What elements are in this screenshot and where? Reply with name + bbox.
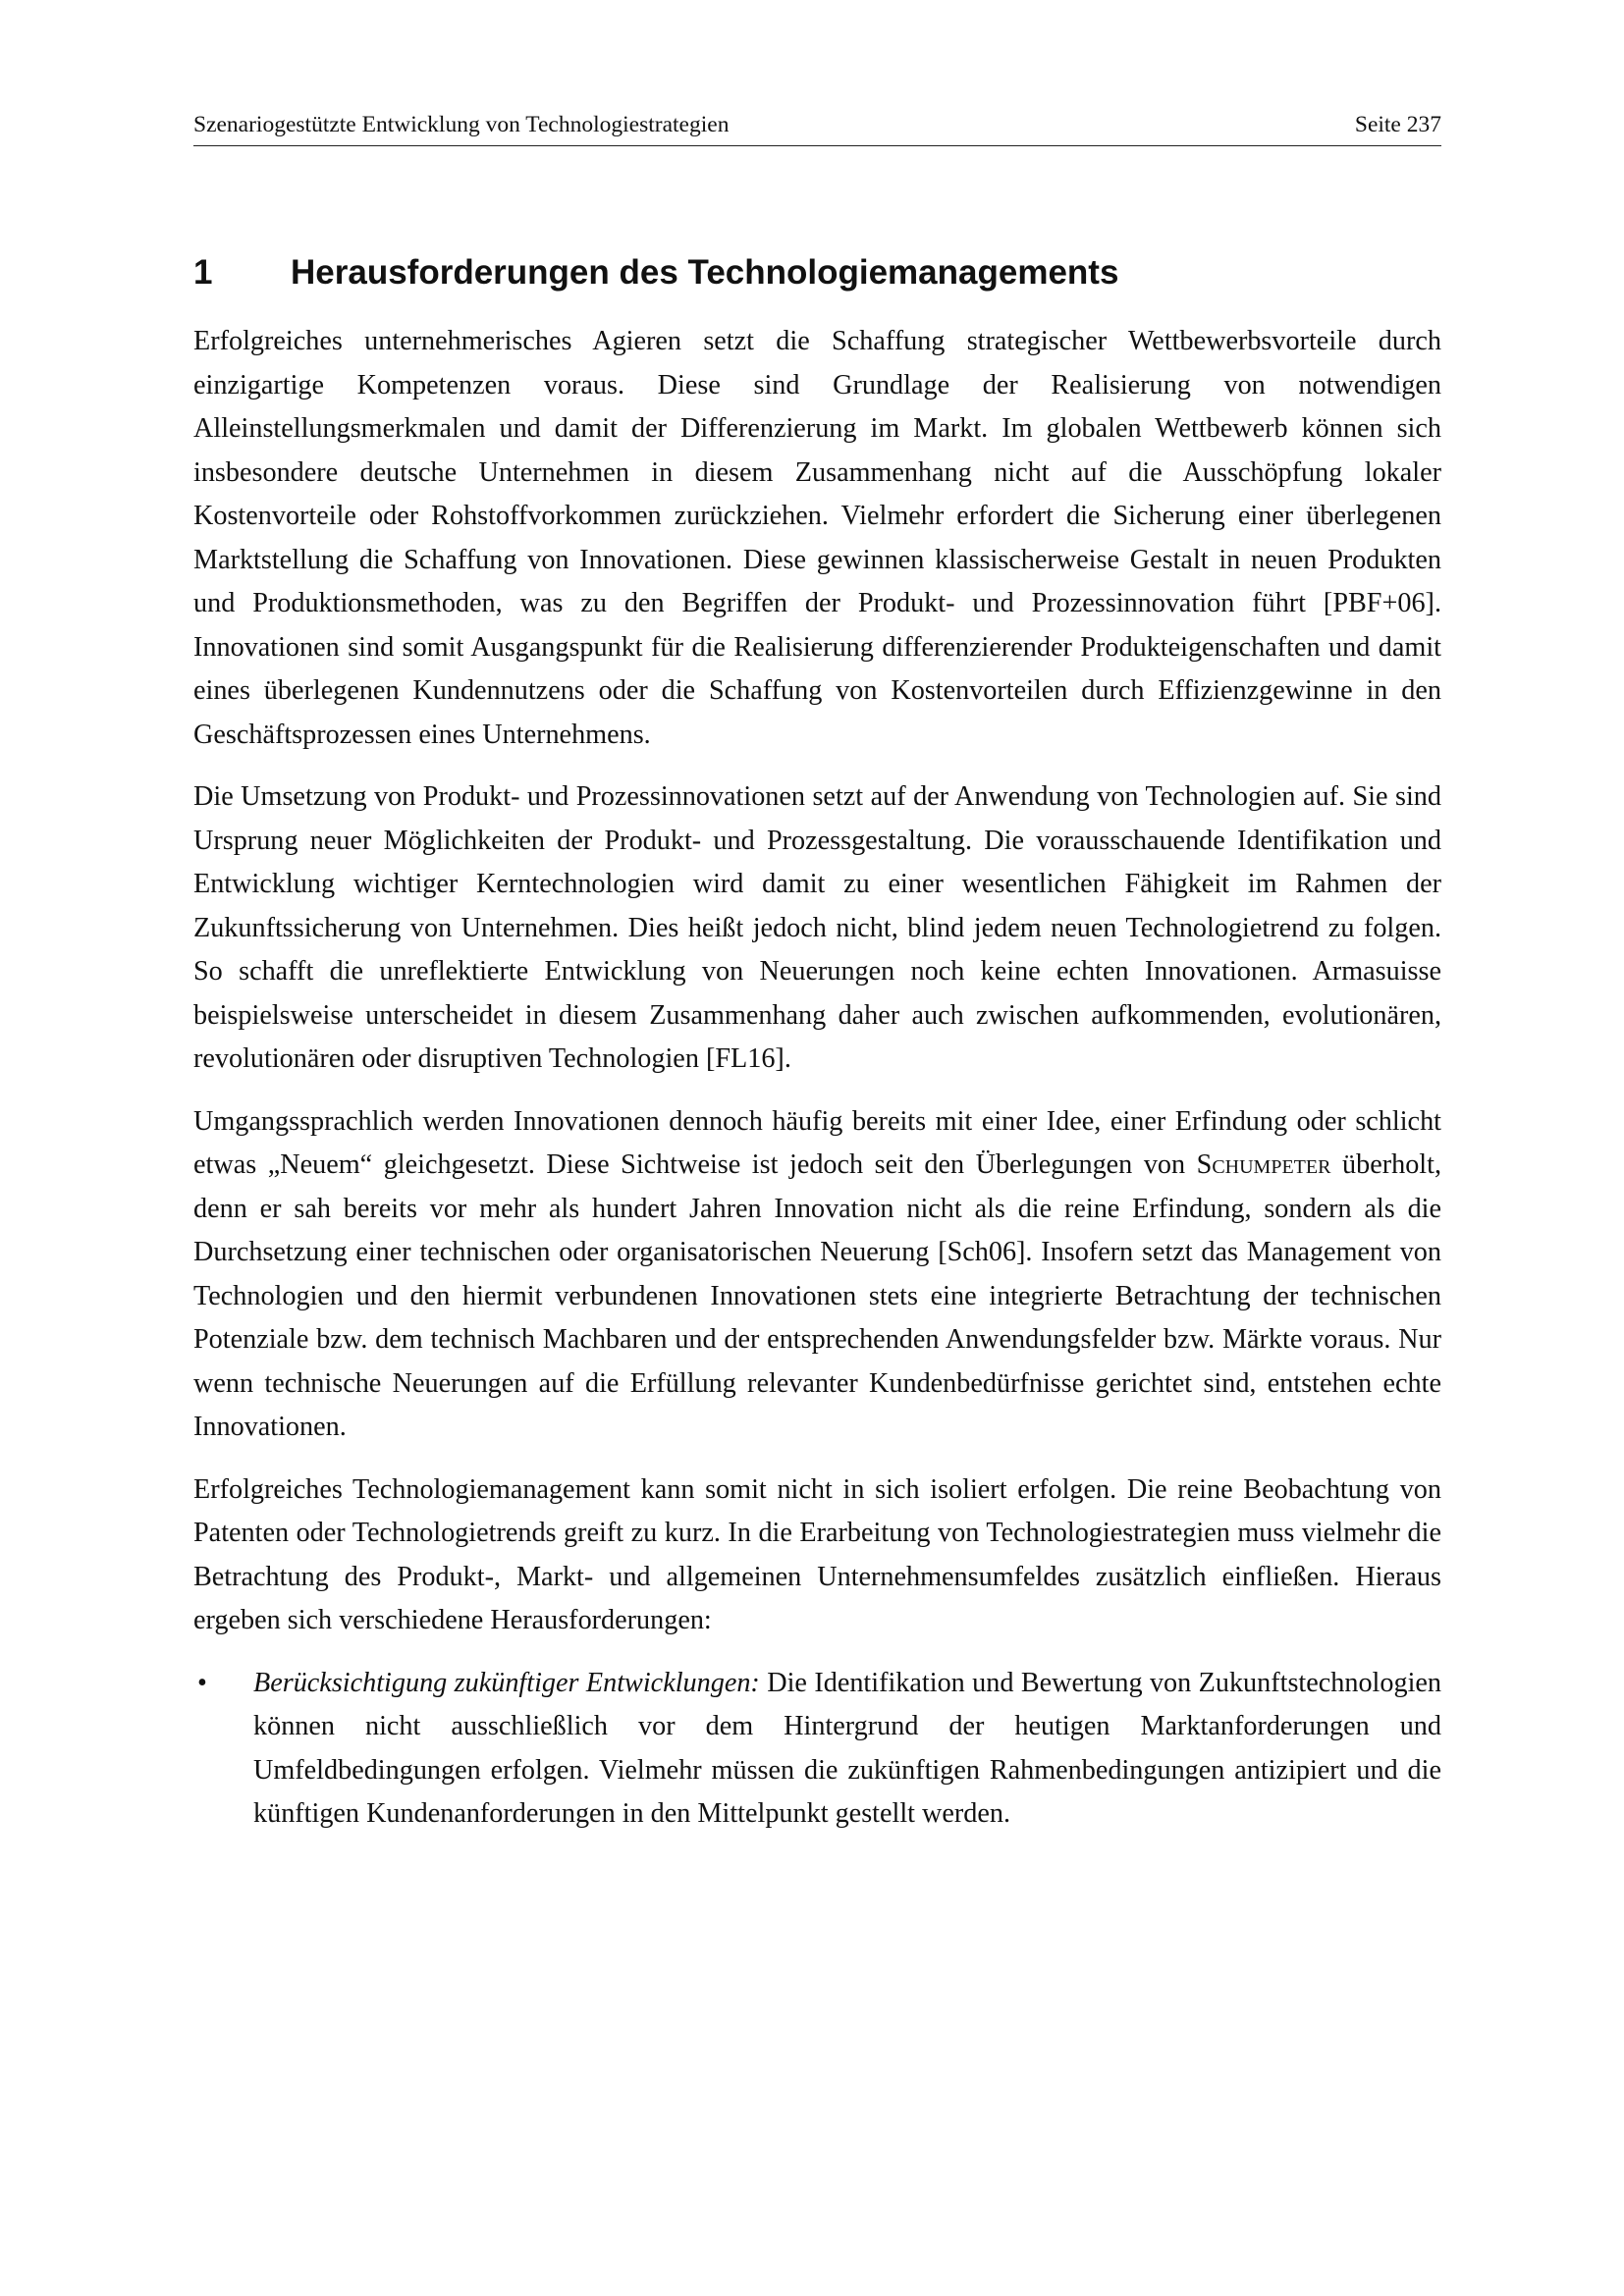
- running-title: Szenariogestützte Entwicklung von Technologiestrategien: [193, 112, 730, 137]
- page-number: Seite 237: [1354, 112, 1441, 137]
- section-title: Herausforderungen des Technologiemanagements: [291, 253, 1119, 292]
- author-name-schumpeter: Schumpeter: [1196, 1149, 1331, 1180]
- paragraph-2: Die Umsetzung von Produkt- und Prozessinnovationen setzt auf der Anwendung von Technologien auf. Sie sind Ursprung neuer Möglichkeiten der Produkt- und Prozessgestaltung. Die vorausschauende Identifikation und Entwicklung wichtiger Kerntechnologien wird damit zu einer wesentlichen Fähigkeit im Rahmen der Zukunftssicherung von Unternehmen. Dies heißt jedoch nicht, blind jedem neuen Technologietrend zu folgen. So schafft die unreflektierte Entwicklung von Neuerungen noch keine echten Innovationen. Armasuisse beispielsweise unterscheidet in diesem Zusammenhang daher auch zwischen aufkommenden, evolutionären, revolutionären oder disruptiven Technologien [FL16].: [193, 781, 1441, 1074]
- section-number: 1: [193, 253, 213, 292]
- paragraph-1: Erfolgreiches unternehmerisches Agieren setzt die Schaffung strategischer Wettbewerbsvorteile durch einzigartige Kompetenzen voraus. Diese sind Grundlage der Realisierung von notwendigen Alleinstellungsmerkmalen und damit der Differenzierung im Markt. Im globalen Wettbewerb können sich insbesondere deutsche Unternehmen in diesem Zusammenhang nicht auf die Ausschöpfung lokaler Kostenvorteile oder Rohstoffvorkommen zurückziehen. Vielmehr erfordert die Sicherung einer überlegenen Marktstellung die Schaffung von Innovationen. Diese gewinnen klassischerweise Gestalt in neuen Produkten und Produktionsmethoden, was zu den Begriffen der Produkt- und Prozessinnovation führt [PBF+06]. Innovationen sind somit Ausgangspunkt für die Realisierung differenzierender Produkteigenschaften und damit eines überlegenen Kundennutzens oder die Schaffung von Kostenvorteilen durch Effizienzgewinne in den Geschäftsprozessen eines Unternehmens.: [193, 326, 1441, 750]
- challenge-list: [193, 1662, 1441, 1837]
- section-heading: [193, 249, 1441, 296]
- list-item-term: Berücksichtigung zukünftiger Entwicklungen:: [253, 1667, 760, 1698]
- list-item-text: Die Identifikation und Bewertung von Zukunftstechnologien können nicht ausschließlich vor dem Hintergrund der heutigen Marktanforderungen und Umfeldbedingungen erfolgen. Vielmehr müssen die zukünftigen Rahmenbedingungen antizipiert und die künftigen Kundenanforderungen in den Mittelpunkt gestellt werden.: [253, 1667, 1442, 1829]
- list-item: [193, 1662, 1441, 1837]
- paragraph-3-text-b: überholt, denn er sah bereits vor mehr als hundert Jahren Innovation nicht als die reine Erfindung, sondern als die Durchsetzung einer technischen oder organisatorischen Neuerung [Sch06]. Insofern setzt das Management von Technologien und den hiermit verbundenen Innovationen stets eine integrierte Betrachtung der technischen Potenziale bzw. dem technisch Machbaren und der entsprechenden Anwendungsfelder bzw. Märkte voraus. Nur wenn technische Neuerungen auf die Erfüllung relevanter Kundenbedürfnisse gerichtet sind, entstehen echte Innovationen.: [193, 1149, 1441, 1442]
- bullet-icon: •: [197, 1667, 207, 1698]
- running-header: [193, 110, 1441, 146]
- paragraph-4: Erfolgreiches Technologiemanagement kann somit nicht in sich isoliert erfolgen. Die reine Beobachtung von Patenten oder Technologietrends greift zu kurz. In die Erarbeitung von Technologiestrategien muss vielmehr die Betrachtung des Produkt-, Markt- und allgemeinen Unternehmensumfeldes zusätzlich einfließen. Hieraus ergeben sich verschiedene Herausforderungen:: [193, 1473, 1441, 1635]
- paragraph-3-text-a: Umgangssprachlich werden Innovationen dennoch häufig bereits mit einer Idee, einer Erfindung oder schlicht etwas „Neuem“ gleichgesetzt. Diese Sichtweise ist jedoch seit den Überlegungen von: [193, 1105, 1441, 1180]
- body-text: [193, 320, 1441, 1837]
- paragraph-3: [193, 1100, 1441, 1450]
